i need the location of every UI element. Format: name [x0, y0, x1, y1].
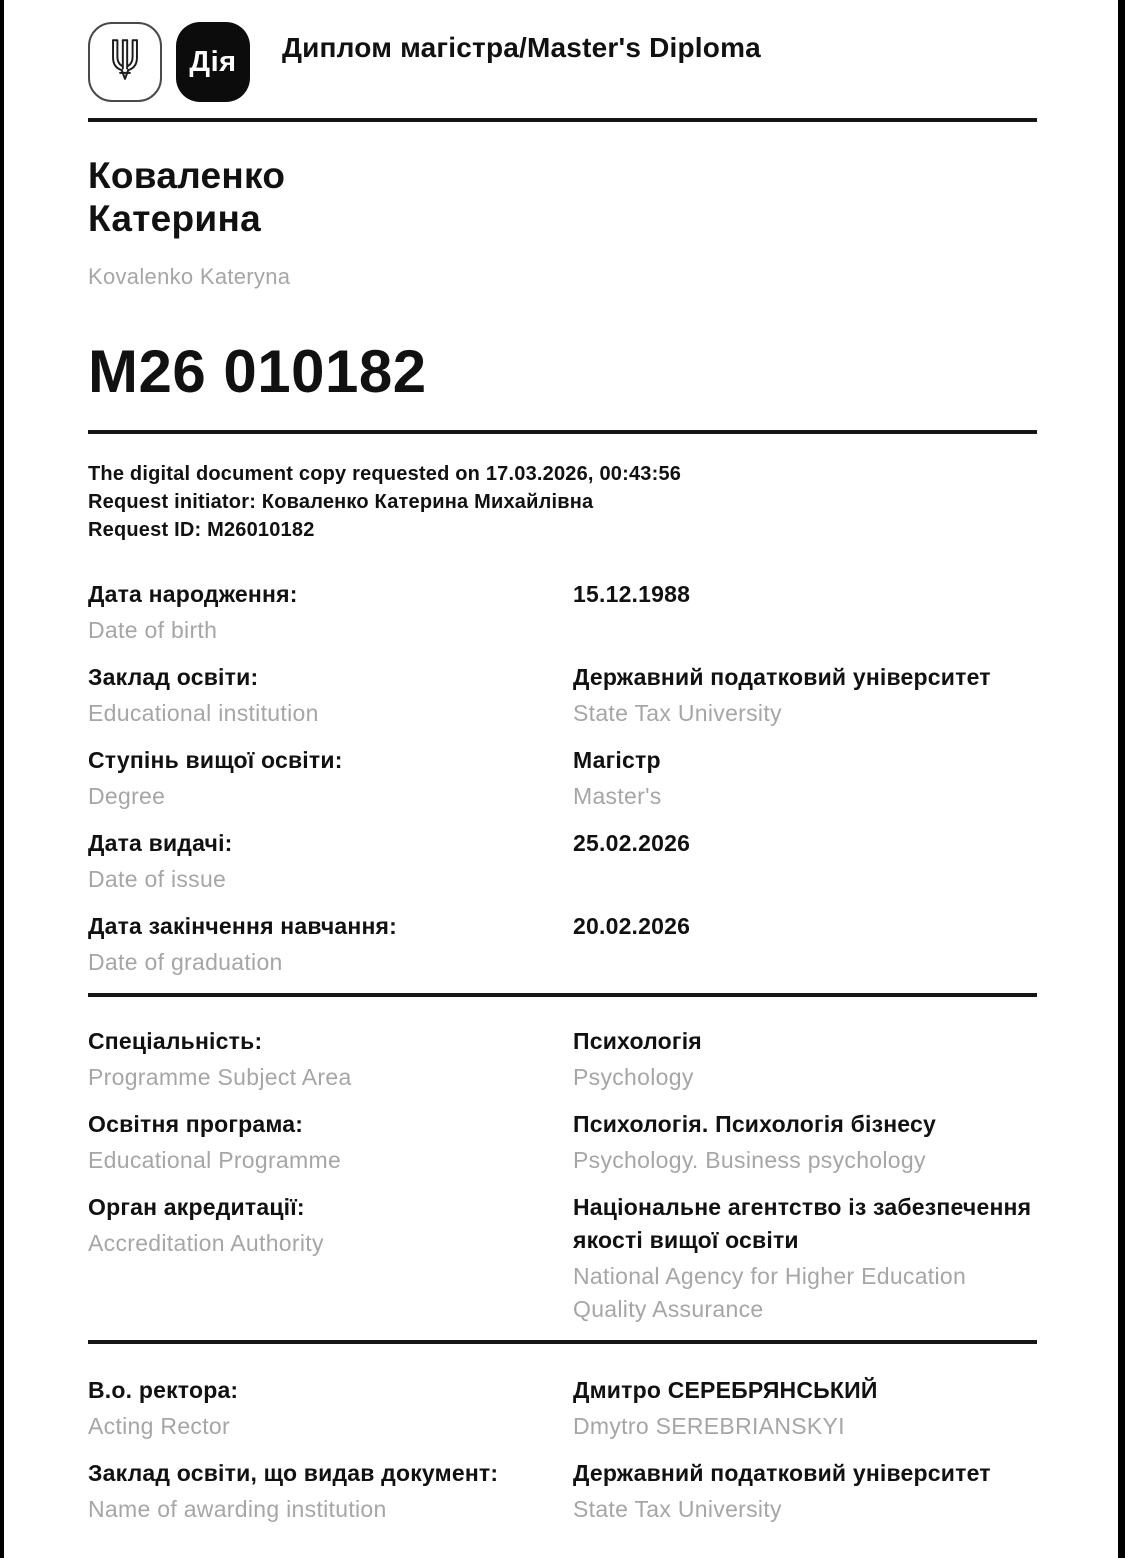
field-value-translation: State Tax University [573, 700, 782, 726]
field-label-cell [88, 744, 573, 813]
field-label: Заклад освіти, що видав документ: [88, 1460, 499, 1486]
field-label: Орган акредитації: [88, 1194, 305, 1220]
fields-section-personal [88, 578, 1037, 979]
field-label-cell [88, 1191, 573, 1326]
field-label: Освітня програма: [88, 1111, 304, 1137]
request-info-line1: The digital document copy requested on 17.03.2026, 00:43:56 [88, 463, 682, 485]
field-row [88, 1457, 1037, 1526]
request-info-line2: Request initiator: Коваленко Катерина Михайлівна [88, 491, 594, 513]
document-number: М26 010182 [88, 338, 427, 405]
field-value-cell [573, 578, 1037, 647]
field-label-translation: Educational institution [88, 700, 319, 726]
field-value-cell [573, 1108, 1037, 1177]
field-value-cell [573, 744, 1037, 813]
field-value: 20.02.2026 [573, 913, 691, 939]
field-label-translation: Date of issue [88, 866, 227, 892]
field-label-translation: Name of awarding institution [88, 1496, 387, 1522]
field-label: Дата закінчення навчання: [88, 913, 398, 939]
field-row [88, 1191, 1037, 1326]
field-label: Дата видачі: [88, 830, 233, 856]
field-label: В.о. ректора: [88, 1377, 239, 1403]
field-row [88, 744, 1037, 813]
field-label-cell [88, 661, 573, 730]
field-label: Заклад освіти: [88, 664, 259, 690]
owner-name-line1: Коваленко [88, 155, 286, 196]
field-value: Психологія [573, 1028, 702, 1054]
field-value-translation: Dmytro SEREBRIANSKYI [573, 1413, 845, 1439]
divider [88, 430, 1037, 434]
diia-logo-text: Дія [189, 45, 237, 78]
fields-section-institution [88, 1374, 1037, 1526]
field-value-cell [573, 1457, 1037, 1526]
field-value-translation: Psychology [573, 1064, 694, 1090]
field-value-cell [573, 910, 1037, 979]
request-info [88, 460, 1037, 544]
field-row [88, 578, 1037, 647]
field-row [88, 661, 1037, 730]
field-value-translation: State Tax University [573, 1496, 782, 1522]
request-info-line3: Request ID: M26010182 [88, 519, 315, 541]
diia-logo [176, 22, 250, 102]
owner-name-line2: Катерина [88, 198, 261, 239]
field-label-cell [88, 1374, 573, 1443]
field-label: Дата народження: [88, 581, 298, 607]
field-value-cell [573, 827, 1037, 896]
field-value: Державний податковий університет [573, 1460, 991, 1486]
field-label-cell [88, 827, 573, 896]
document-header [88, 22, 1037, 102]
field-value: 25.02.2026 [573, 830, 691, 856]
field-value-cell [573, 1191, 1037, 1326]
field-row [88, 1374, 1037, 1443]
document-title: Диплом магістра/Master's Diploma [282, 32, 761, 63]
owner-name [88, 154, 1037, 240]
field-value-translation: Master's [573, 783, 662, 809]
owner-name-latin: Kovalenko Kateryna [88, 264, 291, 289]
field-value-translation: National Agency for Higher Education Quality Assurance [573, 1263, 967, 1322]
field-label-translation: Educational Programme [88, 1147, 342, 1173]
field-label-translation: Degree [88, 783, 166, 809]
field-label: Ступінь вищої освіти: [88, 747, 343, 773]
divider [88, 118, 1037, 122]
field-value: 15.12.1988 [573, 581, 691, 607]
field-value: Дмитро СЕРЕБРЯНСЬКИЙ [573, 1377, 878, 1403]
field-label-translation: Date of birth [88, 617, 218, 643]
field-label-cell [88, 578, 573, 647]
field-value-cell [573, 661, 1037, 730]
ukraine-trident-icon [88, 22, 162, 102]
field-value: Національне агентство із забезпечення якості вищої освіти [573, 1194, 1032, 1253]
field-label-cell [88, 910, 573, 979]
fields-section-programme [88, 1025, 1037, 1326]
field-row [88, 910, 1037, 979]
field-label: Спеціальність: [88, 1028, 263, 1054]
field-label-cell [88, 1457, 573, 1526]
field-label-translation: Date of graduation [88, 949, 283, 975]
divider [88, 993, 1037, 997]
field-value-cell [573, 1374, 1037, 1443]
field-row [88, 827, 1037, 896]
field-label-translation: Acting Rector [88, 1413, 230, 1439]
field-label-translation: Accreditation Authority [88, 1230, 324, 1256]
field-label-cell [88, 1025, 573, 1094]
field-value: Державний податковий університет [573, 664, 991, 690]
field-label-cell [88, 1108, 573, 1177]
field-row [88, 1108, 1037, 1177]
field-row [88, 1025, 1037, 1094]
divider [88, 1340, 1037, 1344]
field-value: Магістр [573, 747, 661, 773]
field-label-translation: Programme Subject Area [88, 1064, 352, 1090]
field-value: Психологія. Психологія бізнесу [573, 1111, 936, 1137]
field-value-translation: Psychology. Business psychology [573, 1147, 926, 1173]
field-value-cell [573, 1025, 1037, 1094]
